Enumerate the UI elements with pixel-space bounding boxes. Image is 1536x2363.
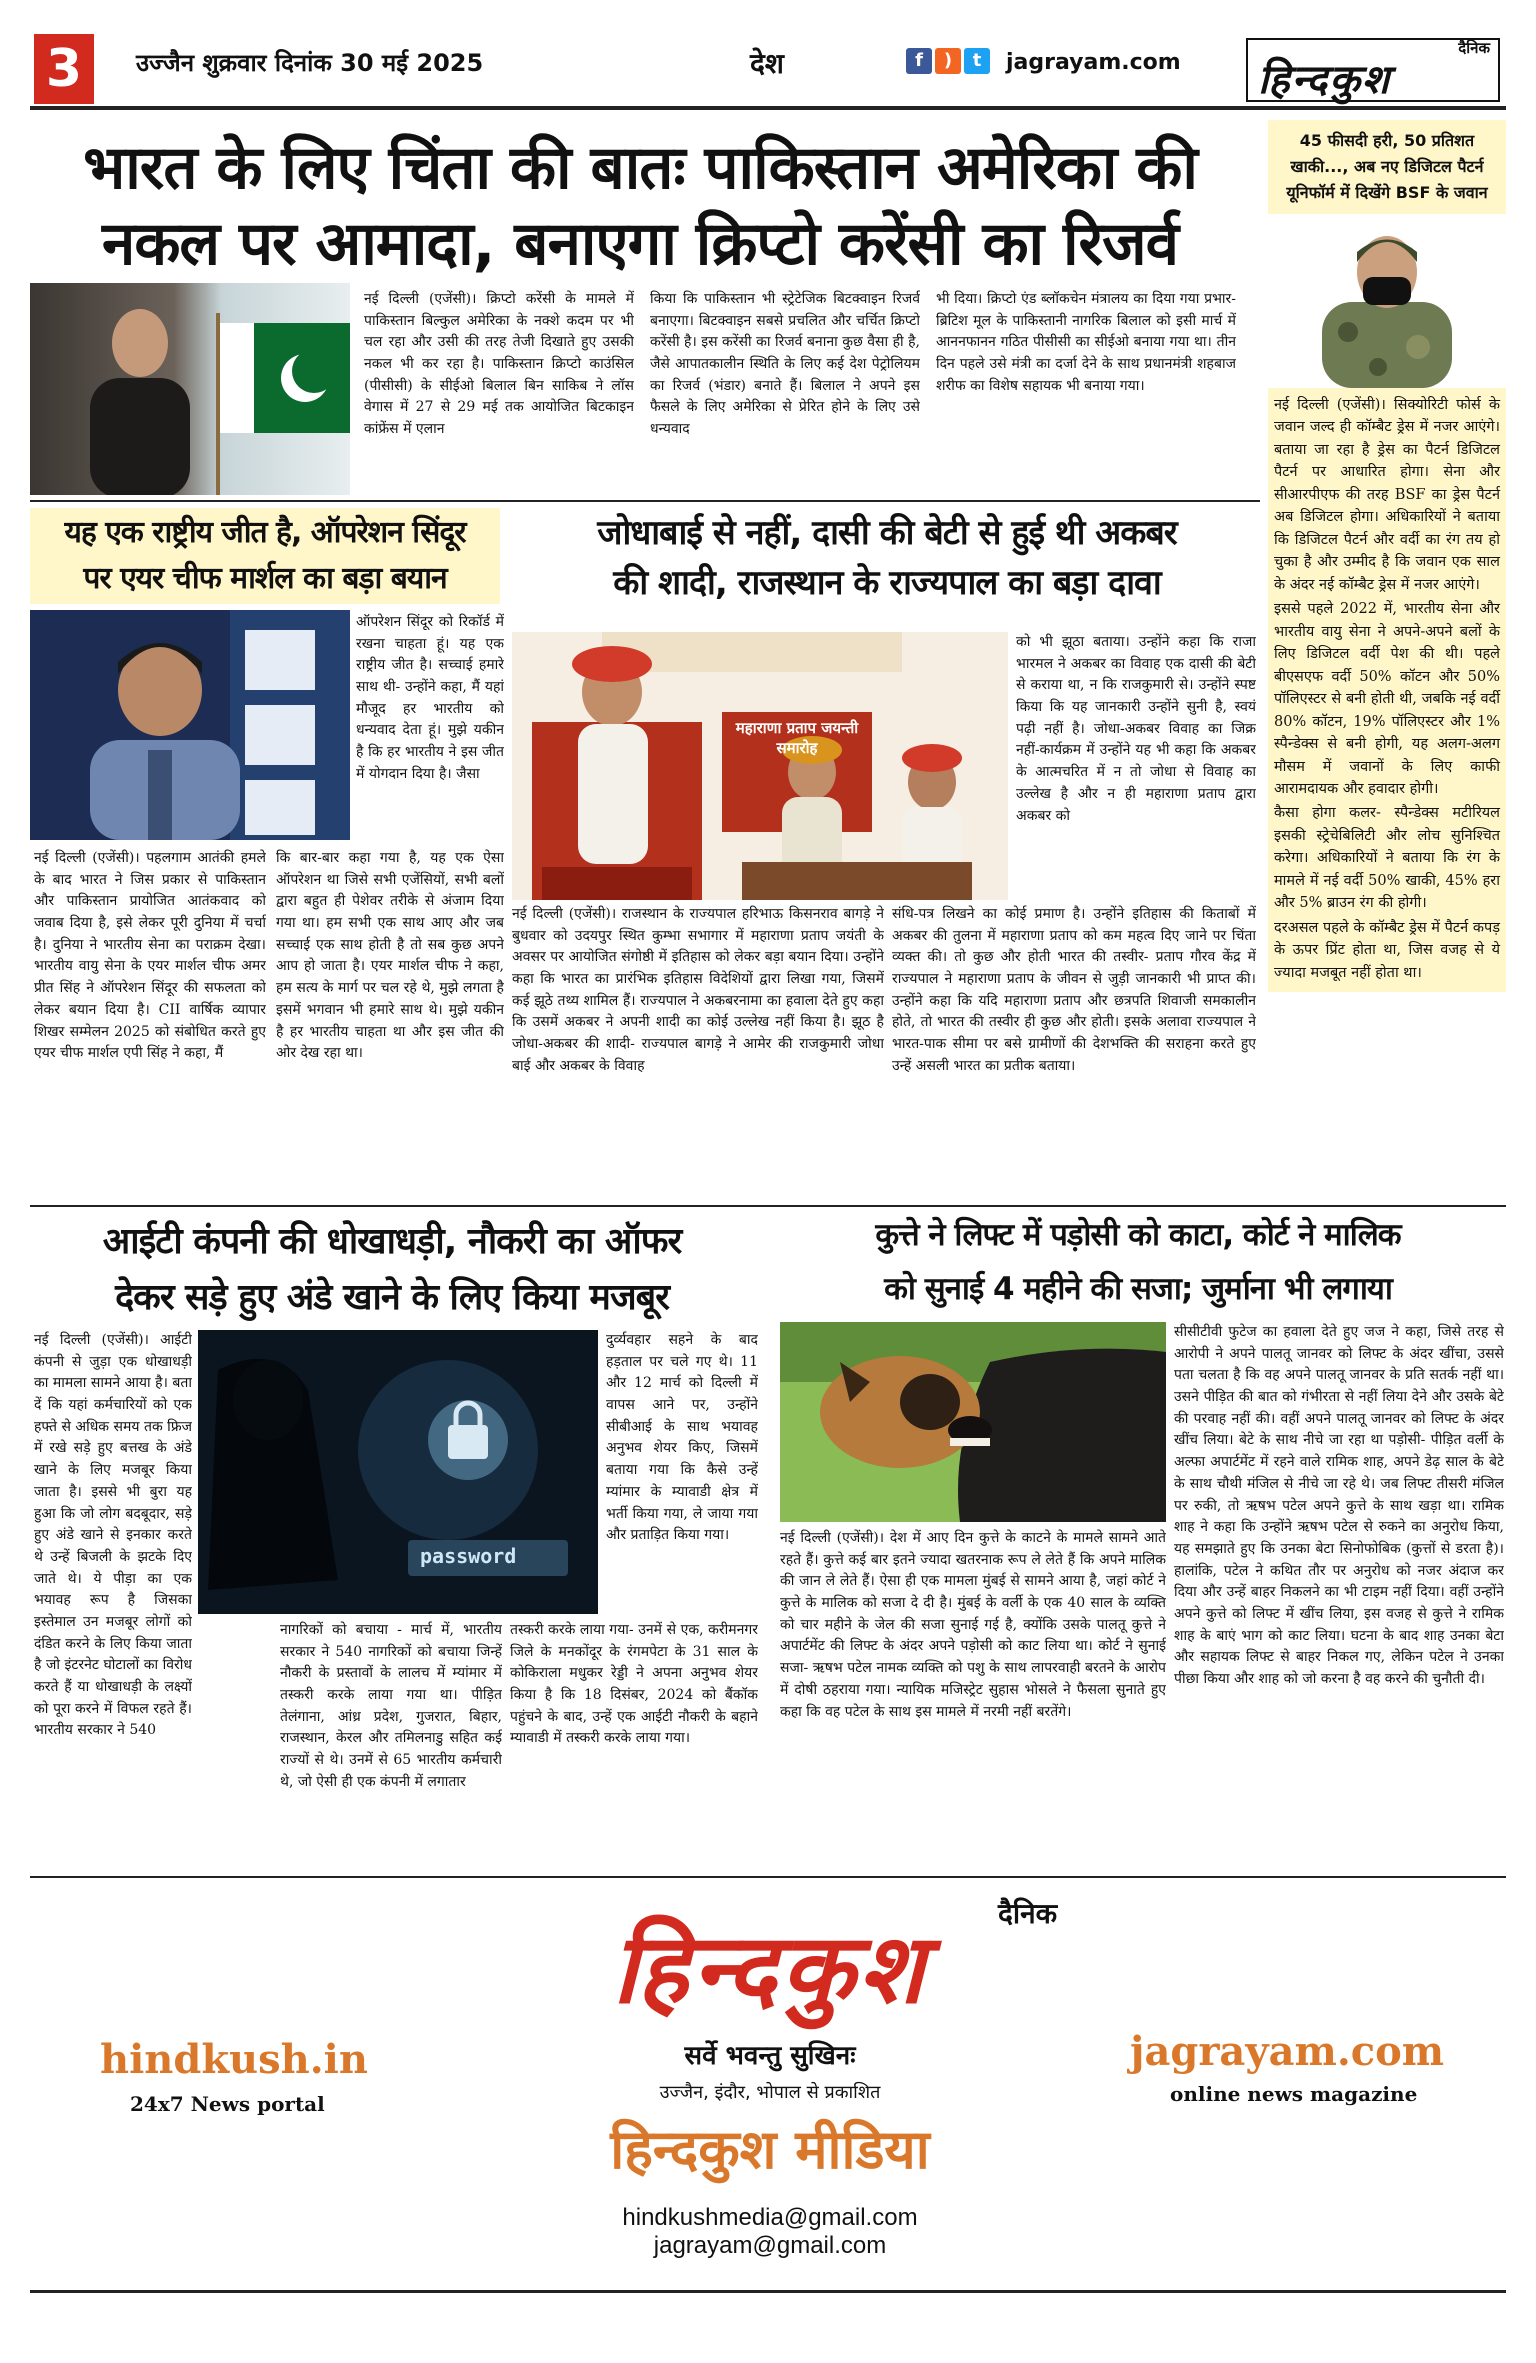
sidebar-body-p4: दरअसल पहले के कॉम्बैट ड्रेस में पैटर्न कपड़ के ऊपर प्रिंट होता था, जिस वजह से ये ज्यादा मजबूत नहीं होता था। [1274,919,1500,981]
ad-masthead: हिन्दकुश [612,1912,928,2025]
sidebar-soldier-photo [1268,222,1506,388]
article4-right-of-photo: दुर्व्यवहार सहने के बाद हड़ताल पर चले गए थे। 11 और 12 मार्च को दिल्ली में वापस आने पर, उन्होंने सीबीआई के साथ भयावह अनुभव शेयर किए, जिसमें बताया गया कि कैसे उन्हें म्यांमार के म्यावाडी क्षेत्र में भर्ती किया गया, ले जाया गया और प्रताड़ित किया गया। [606,1332,758,1544]
article5-dog-photo [780,1322,1166,1522]
article3-headline-line2: की शादी, राजस्थान के राज्यपाल का बड़ा दावा [613,563,1161,603]
sidebar-headline-line1: 45 फीसदी हरी, 50 प्रतिशत [1299,131,1475,150]
sidebar-body-p3: कैसा होगा कलर- स्पैन्डेक्स मटीरियल इसकी स्ट्रेचेबिलिटी और लोच सुनिश्चित करेगा। अधिकारियों ने बताया कि रंग के मामले में नई वर्दी 50% खाकी, 45% हरा और 5% ब्राउन रंग की होगी। [1274,805,1500,912]
article1-col3: भी दिया। क्रिप्टो एंड ब्लॉकचेन मंत्रालय का दिया गया प्रभार- ब्रिटिश मूल के पाकिस्तानी नागरिक बिलाल को इसी मार्च में आननफानन गठित पीसीसी का सीईओ बनाया गया था। तीन दिन पहले उसे मंत्री का दर्जा देने के साथ प्रधानमंत्री शहबाज शरीफ का विशेष सहायक भी बनाया गया। [936,291,1236,394]
sidebar-headline-line3: यूनिफॉर्म में दिखेंगे BSF के जवान [1286,183,1488,202]
social-icons [906,48,993,74]
header-masthead-box [1246,38,1500,102]
footer-ad [30,1886,1506,2286]
article3-photo [512,632,1008,900]
article3-headline-line1: जोधाबाई से नहीं, दासी की बेटी से हुई थी अकबर [597,513,1177,553]
article4-headline [22,1214,762,1326]
article1-col2: किया कि पाकिस्तान भी स्ट्रेटेजिक बिटक्वाइन रिजर्व बनाएगा। बिटक्वाइन सबसे प्रचलित और चर्चित क्रिप्टो करेंसी है। इस करेंसी का रिजर्व बनाना कुछ वैसा ही है, जैसे आपातकालीन स्थिति के लिए कई देश पेट्रोलियम का रिजर्व (भंडार) बनाते हैं। बिलाल ने अपने इस फैसले के लिए अमेरिका से प्रेरित होने के लिए उसे धन्यवाद [650,291,920,438]
article5-col1: नई दिल्ली (एजेंसी)। देश में आए दिन कुत्ते के काटने के मामले सामने आते रहते हैं। कुत्ते कई बार इतने ज्यादा खतरनाक रूप ले लेते हैं कि अपने मालिक की जान ले लेते हैं। ऐसा ही एक मामला मुंबई से सामने आया है, जहां कोर्ट ने कुत्ते के मालिक को सजा दे दी है। मुंबई के वर्ली के एक 40 साल के व्यक्ति को चार महीने के जेल की सजा सुनाई गई है, क्योंकि उसके पालतू कुत्ते ने अपार्टमेंट की लिफ्ट के अंदर अपने पड़ोसी को काट लिया था। कोर्ट ने सुनाई सजा- ऋषभ पटेल नामक व्यक्ति को पशु के साथ लापरवाही बरतने के आरोप में दोषी ठहराया गया। न्यायिक मजिस्ट्रेट सुहास भोसले ने फैसला सुनाते हुए कहा कि वह पटेल के साथ इस मामले में नरमी नहीं बरतेंगे। [780,1530,1166,1720]
article4-col3: तस्करी करके लाया गया- उनमें से एक, करीमनगर जिले के मनकोंदूर के रंगमपेटा के 31 साल के कोकिराला मधुकर रेड्डी ने अपना अनुभव शेयर किया है कि 18 दिसंबर, 2024 को बैंकॉक पहुंचने के बाद, उन्हें एक आईटी नौकरी के बहाने म्यावाडी में तस्करी करके लाया गया। [510,1622,758,1747]
article5-headline-line2: को सुनाई 4 महीने की सजा; जुर्माना भी लगाया [884,1271,1392,1307]
article5-headline-line1: कुत्ते ने लिफ्ट में पड़ोसी को काटा, कोर्ट ने मालिक [875,1217,1401,1253]
sidebar-body-p2: इससे पहले 2022 में, भारतीय सेना और भारतीय वायु सेना ने अपने-अपने बलों के लिए डिजिटल वर्दी पेश की थी। पहले बीएसएफ वर्दी 50% कॉटन और 50% पॉलिएस्टर से बनी होती थी, जबकि नई वर्दी 80% कॉटन, 19% पॉलिएस्टर और 1% स्पैन्डेक्स से बनी होगी, यह अलग-अलग मौसम में जवानों के लिए काफी आरामदायक और हवादार होगी। [1274,601,1500,797]
article4-photo-svg [198,1330,598,1614]
article1-photo [30,283,350,495]
twitter-icon[interactable]: t [964,48,990,74]
article2-headline [30,508,500,604]
article2-right-of-photo: ऑपरेशन सिंदूर को रिकॉर्ड में रखना चाहता हूं। यह एक राष्ट्रीय जीत है। सच्चाई हमारे साथ थी- उन्होंने कहा, मैं यहां मौजूद हर भारतीय को धन्यवाद देता हूं। मुझे यकीन है कि हर भारतीय ने इस जीत में योगदान दिया है। जैसा [356,614,504,782]
article2-col2: कि बार-बार कहा गया है, यह एक ऐसा ऑपरेशन था जिसे सभी एजेंसियों, सभी बलों द्वारा बहुत ही पेशेवर तरीके से अंजाम दिया गया था। हम सभी एक साथ आए और जब सच्चाई एक साथ होती है तो सब कुछ अपने आप हो जाता है। एयर मार्शल चीफ ने कहा, हम सत्य के मार्ग पर चल रहे थे, मुझे लगता है इसमें भगवान भी हमारे साथ थे। मुझे यकीन है हर भारतीय चाहता था और इस जीत की ओर देख रहा था। [276,850,504,1062]
article2-col1: नई दिल्ली (एजेंसी)। पहलगाम आतंकी हमले के बाद भारत ने जिस प्रकार से पाकिस्तान और पाकिस्तान प्रायोजित आतंकवाद को जवाब दिया है, इसे लेकर पूरी दुनिया में चर्चा है। दुनिया ने भारतीय सेना का पराक्रम देखा। भारतीय वायु सेना के एयर मार्शल चीफ अमर प्रीत सिंह ने ऑपरेशन सिंदूर की सफलता को लेकर बयान दिया है। CII वार्षिक व्यापार शिखर सम्मेलन 2025 को संबोधित करते हुए एयर चीफ मार्शल एपी सिंह ने कहा, मैं [34,850,266,1062]
sidebar-body [1268,388,1506,992]
ad-right-tag: online news magazine [1170,2082,1418,2106]
ad-email2[interactable]: jagrayam@gmail.com [653,2232,887,2259]
article3-photo-banner: महाराणा प्रताप जयन्ती समारोह [735,719,859,757]
ad-motto: सर्वे भवन्तु सुखिनः [684,2041,856,2071]
ad-masthead-small: दैनिक [998,1897,1058,1930]
article4-headline-line1: आईटी कंपनी की धोखाधड़ी, नौकरी का ऑफर [102,1221,682,1262]
article5-headline [770,1208,1506,1316]
ad-right-site[interactable]: jagrayam.com [1130,2028,1445,2075]
ad-left-site[interactable]: hindkush.in [100,2036,368,2083]
article2-headline-line1: यह एक राष्ट्रीय जीत है, ऑपरेशन सिंदूर [64,515,466,550]
ad-email1[interactable]: hindkushmedia@gmail.com [622,2204,918,2231]
article4-col1: नई दिल्ली (एजेंसी)। आईटी कंपनी से जुड़ा एक धोखाधड़ी का मामला सामने आया है। बता दें कि यहां कर्मचारियों को एक हफ्ते से अधिक समय तक फ्रिज में रखे सड़े हुए बत्तख के अंडे खाने के लिए मजबूर किया जाता है। इससे भी बुरा यह हुआ कि जो लोग बदबूदार, सड़े हुए अंडे खाने से इनकार करते थे उन्हें बिजली के झटके दिए जाते थे। ये पीड़ा का एक भयावह रूप है जिसका इस्तेमाल उन मजबूर लोगों को दंडित करने के लिए किया जाता है जो इंटरनेट घोटालों का विरोध करते हैं या धोखाधड़ी के लक्ष्यों को पूरा करने में विफल रहते हैं। भारतीय सरकार ने 540 [34,1332,192,1739]
article4-col2: नागरिकों को बचाया - मार्च में, भारतीय सरकार ने 540 नागरिकों को बचाया जिन्हें नौकरी के प्रस्तावों के लालच में म्यांमार में तस्करी करके लाया गया था। पीड़ित तेलंगाना, आंध्र प्रदेश, गुजरात, बिहार, राजस्थान, केरल और तमिलनाडु सहित कई राज्यों से थे। उनमें से 65 भारतीय कर्मचारी थे, जो ऐसी ही एक कंपनी में लगातार [280,1622,502,1790]
article2-photo [30,610,350,840]
article3-col2: संधि-पत्र लिखने का कोई प्रमाण है। उन्होंने इतिहास की किताबों में अकबर की तुलना में महाराणा प्रताप को कम महत्व दिए जाने पर चिंता व्यक्त की। तो कुछ और होती भारत की तस्वीर- प्रताप गौरव केंद्र में राज्यपाल ने महाराणा प्रताप के जीवन से जुड़ी जानकारी भी प्राप्त की। उन्होंने कहा कि यदि महाराणा प्रताप और छत्रपति शिवाजी समकालीन होते, तो भारत की तस्वीर ही कुछ और होती। इसके अलावा राज्यपाल ने भारत-पाक सीमा पर बसे ग्रामीणों की देशभक्ति की सराहना करते हुए उन्हें असली भारत का प्रतीक बताया। [892,906,1256,1074]
sidebar-headline [1268,120,1506,214]
article1-photo-svg [30,283,350,495]
page-number-badge: 3 [34,34,94,104]
article1-headline [30,130,1250,282]
sidebar-headline-line2: खाकी..., अब नए डिजिटल पैटर्न [1290,157,1484,176]
sidebar [1268,120,1506,1202]
article4-headline-line2: देकर सड़े हुए अंडे खाने के लिए किया मजबूर [115,1277,669,1318]
ad-published-from: उज्जैन, इंदौर, भोपाल से प्रकाशित [659,2082,881,2103]
masthead-title: हिन्दकुश [1258,56,1392,103]
facebook-icon[interactable]: f [906,48,932,74]
article1-col1: नई दिल्ली (एजेंसी)। क्रिप्टो करेंसी के मामले में पाकिस्तान बिल्कुल अमेरिका के नक्शे कदम पर भी चल रहा और उसी की तरह तेजी दिखाते हुए उसकी नकल भी कर रहा है। पाकिस्तान क्रिप्टो काउंसिल (पीसीसी) के सीईओ बिलाल बिन साकिब ने लॉस वेगास में 27 से 29 मई तक आयोजित बिटकाइन कांफ्रेंस में एलान [364,291,634,438]
article3-headline [512,508,1262,608]
article3-right-of-photo: को भी झूठा बताया। उन्होंने कहा कि राजा भारमल ने अकबर का विवाह एक दासी की बेटी से कराया था, न कि राजकुमारी से। उन्होंने स्पष्ट किया कि यह जानकारी उन्होंने सुनी है, स्वयं पढ़ी नहीं है। जोधा-अकबर विवाह का जिक्र नहीं-कार्यक्रम में उन्होंने यह भी कहा कि अकबर के आत्मचरित में न तो जोधा से विवाह का उल्लेख है और न ही महाराणा प्रताप द्वारा अकबर को [1016,634,1256,824]
article2-headline-line2: पर एयर चीफ मार्शल का बड़ा बयान [83,561,447,596]
article5-dog-photo-svg [780,1322,1166,1522]
masthead-small: दैनिक [1458,39,1490,57]
article2-photo-svg [30,610,350,840]
article1-headline-line2: नकल पर आमादा, बनाएगा क्रिप्टो करेंसी का रिजर्व [102,209,1178,279]
soldier-svg [1268,222,1506,388]
header-website[interactable]: jagrayam.com [1006,50,1181,75]
article3-col1: नई दिल्ली (एजेंसी)। राजस्थान के राज्यपाल हरिभाऊ किसनराव बागड़े ने बुधवार को उदयपुर स्थित कुम्भा सभागार में महाराणा प्रताप जयंती के अवसर पर आयोजित संगोष्ठी में इतिहास को लेकर बड़ा बयान दिया। उन्होंने कहा कि भारत का प्रारंभिक इतिहास विदेशियों द्वारा लिखा गया, जिसमें कई झूठे तथ्य शामिल हैं। राज्यपाल ने अकबरनामा का हवाला देते हुए कहा कि उसमें अकबर ने अपनी शादी का कोई उल्लेख नहीं किया है। झूठ है जोधा-अकबर की शादी- राज्यपाल बागड़े ने आमेर की राजकुमारी जोधा बाई और अकबर के विवाह [512,906,884,1074]
article4-photo [198,1330,598,1614]
article4-photo-password-text: password [420,1544,517,1568]
article5-right-of-photo: सीसीटीवी फुटेज का हवाला देते हुए जज ने कहा, जिसे तरह से आरोपी ने अपने पालतू जानवर को लिफ्ट के अंदर खींचा, उससे पता चलता है कि वह अपने पालतू जानवर के प्रति सतर्क नहीं था। उसने पीड़ित की बात को गंभीरता से नहीं लिया देने और उसके बेटे की परवाह नहीं की। वहीं अपने पालतू जानवर को लिफ्ट के अंदर खींच लिया। बेटे के साथ नीचे जा रहा था पड़ोसी- पीड़ित वर्ली के अल्फा अपार्टमेंट में रहने वाले रामिक शाह, अपने डेढ़ साल के बेटे के साथ चौथी मंजिल से नीचे जा रहे थे। जब लिफ्ट तीसरी मंजिल पर रुकी, तो ऋषभ पटेल अपने कुत्ते के साथ खड़ा था। रामिक शाह ने कहा कि उन्होंने ऋषभ पटेल से रुकने का अनुरोध किया, यह समझाते हुए कि उनका बेटा सिनोफोबिक (कुत्तों से डरता है)। हालांकि, पटेल ने कथित तौर पर अनुरोध को नजर अंदाज कर दिया और उन्हें बाहर निकलने का भी टाइम नहीं दिया। वहीं उन्होंने अपने कुत्ते को लिफ्ट में खींच लिया, इस वजह से कुत्ते ने रामिक शाह के बाएं भाग को काट लिया। घटना के बाद शाह उनका बेटा और सहायक लिफ्ट से बाहर निकल गए, लेकिन पटेल ने उनका पीछा किया और शाह को जो करना है वह करने की चुनौती दी। [1174,1324,1504,1687]
ad-media-name: हिन्दकुश मीडिया [610,2118,930,2181]
sidebar-body-p1: नई दिल्ली (एजेंसी)। सिक्योरिटी फोर्स के जवान जल्द ही कॉम्बैट ड्रेस में नजर आएंगे। बताया जा रहा है ड्रेस का पैटर्न डिजिटल पैटर्न पर आधारित होगा। सेना और सीआरपीएफ की तरह BSF का ड्रेस पैटर्न अब डिजिटल होगा। अधिकारियों ने बताया कि डिजिटल पैटर्न और वर्दी का रंग तय हो चुका है और उम्मीद है कि जवान एक साल के अंदर नई कॉम्बैट ड्रेस में नजर आएंगे। [1274,397,1500,593]
ad-left-tag: 24x7 News portal [130,2092,325,2116]
article3-photo-svg [512,632,1008,900]
rss-icon[interactable]: ) [935,48,961,74]
dateline: उज्जैन शुक्रवार दिनांक 30 मई 2025 [136,49,484,77]
section-label: देश [750,47,784,80]
article1-headline-line1: भारत के लिए चिंता की बातः पाकिस्तान अमेरिका की [83,133,1197,203]
